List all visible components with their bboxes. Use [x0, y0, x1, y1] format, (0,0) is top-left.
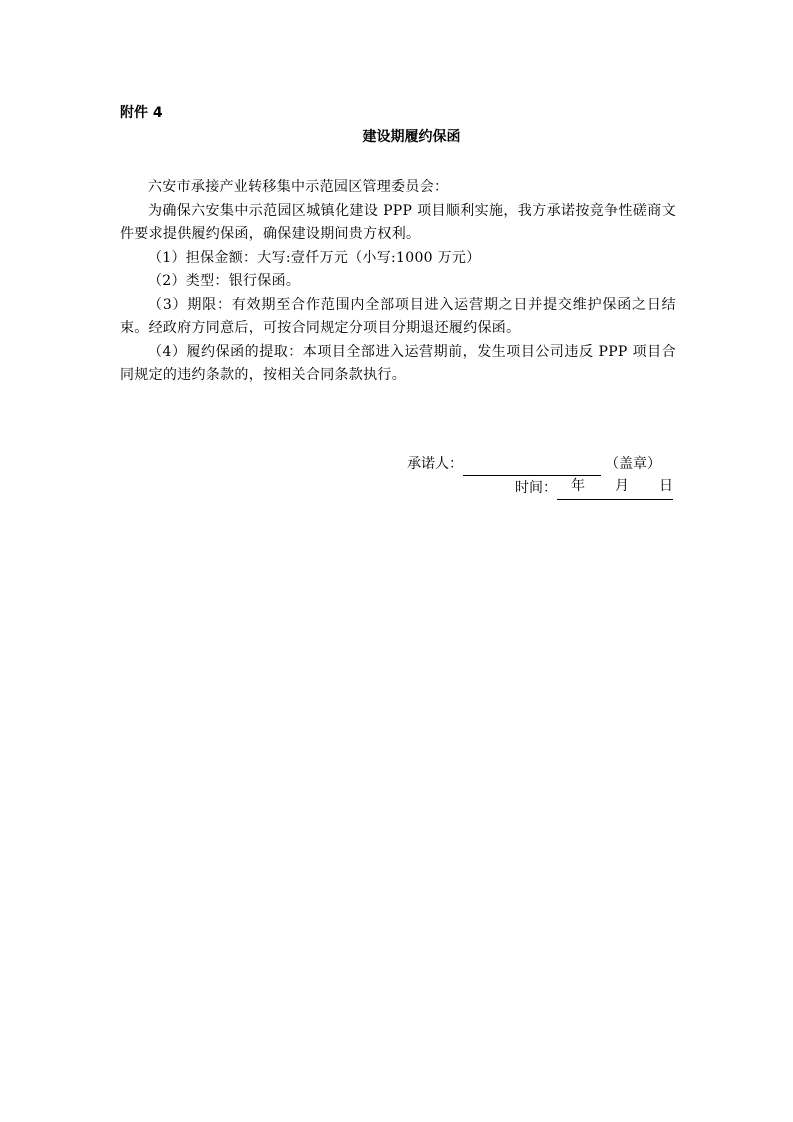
- promisor-signature-line: [463, 459, 601, 476]
- time-label: 时间：: [515, 480, 557, 496]
- signature-block: [407, 452, 677, 500]
- purpose-paragraph: 为确保六安集中示范园区城镇化建设 PPP 项目顺利实施，我方承诺按竞争性磋商文件要求提供履约保函，确保建设期间贵方权利。: [120, 202, 676, 242]
- document-body: [120, 176, 676, 388]
- guarantee-term-paragraph: （3）期限：有效期至合作范围内全部项目进入运营期之日并提交维护保函之日结束。经政府方同意后，可按合同规定分项目分期退还履约保函。: [120, 296, 676, 336]
- guarantee-type-paragraph: （2）类型：银行保函。: [148, 273, 301, 289]
- month-label: 月: [615, 478, 629, 494]
- guarantee-claim-paragraph: （4）履约保函的提取：本项目全部进入运营期前，发生项目公司违反 PPP 项目合同规定的违约条款的，按相关合同条款执行。: [120, 343, 676, 383]
- date-row: [407, 476, 677, 500]
- guarantee-amount-paragraph: （1）担保金额：大写:壹仟万元（小写:1000 万元）: [148, 249, 481, 266]
- promisor-row: [407, 452, 677, 476]
- day-label: 日: [659, 478, 673, 494]
- greeting-paragraph: 六安市承接产业转移集中示范园区管理委员会：: [148, 179, 449, 195]
- seal-note: （盖章）: [605, 456, 661, 472]
- date-underline: [557, 476, 673, 500]
- promisor-label: 承诺人：: [407, 456, 463, 472]
- attachment-label: 附件 4: [120, 105, 163, 121]
- year-label: 年: [571, 478, 585, 494]
- document-title: 建设期履约保函: [362, 129, 461, 145]
